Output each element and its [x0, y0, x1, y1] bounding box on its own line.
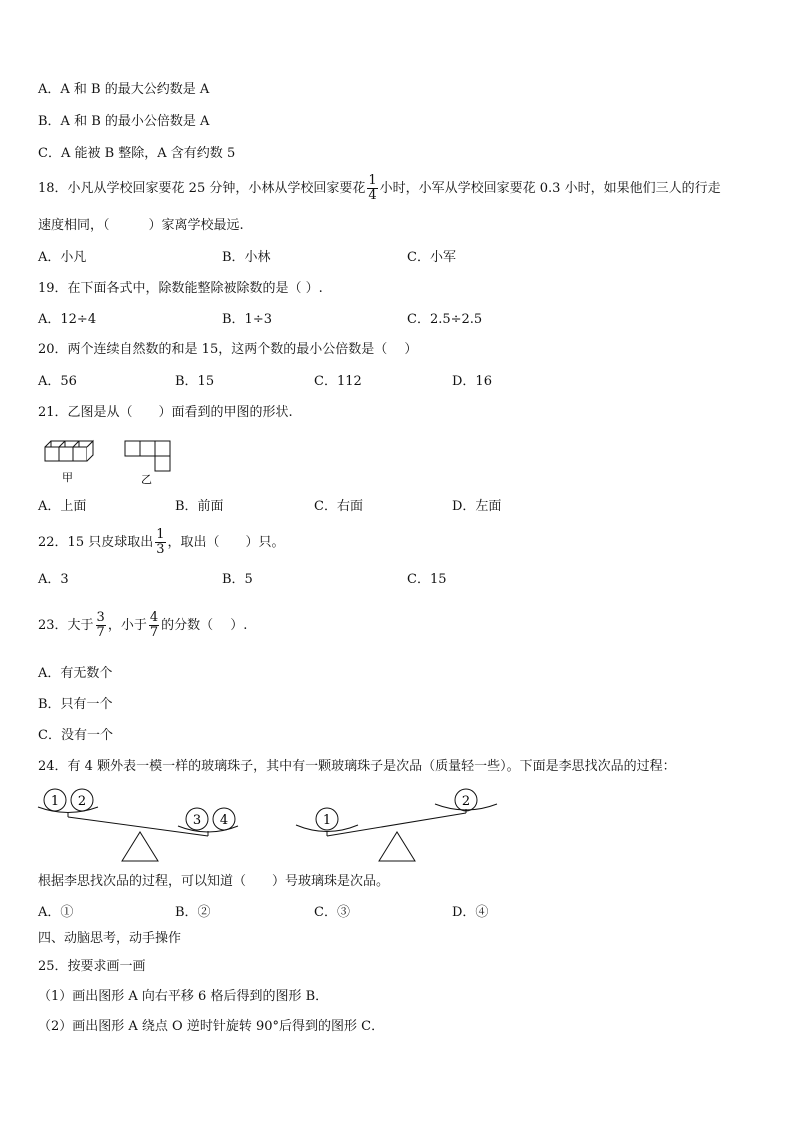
ball-2-label: 2 [77, 794, 87, 809]
q19-question: 19．在下面各式中，除数能整除被除数的是（ ）. [38, 281, 323, 296]
q21-option-c: C．右面 [314, 499, 363, 514]
q23-frac1-num: 3 [96, 610, 105, 625]
q23-text-part1: 23．大于 [38, 618, 94, 633]
q22-text-part2: ，取出（ ）只。 [167, 535, 285, 550]
q25-subquestion-2: （2）画出图形 A 绕点 O 逆时针旋转 90°后得到的图形 C． [38, 1019, 385, 1034]
q23-option-b: B．只有一个 [38, 697, 113, 712]
q18-question [38, 172, 721, 206]
jia-label: 甲 [62, 471, 73, 484]
q20-option-c: C．112 [314, 374, 362, 389]
q22-frac-num: 1 [156, 527, 165, 542]
q22-fraction [155, 528, 165, 557]
q18-frac-den: 4 [368, 188, 377, 203]
q21-option-b: B．前面 [175, 499, 224, 514]
q18-text-part2: 小时，小军从学校回家要花 0.3 小时，如果他们三人的行走 [379, 181, 721, 196]
q23-text-part3: 的分数（ ）. [161, 618, 248, 633]
q25-subquestion-1: （1）画出图形 A 向右平移 6 格后得到的图形 B． [38, 989, 329, 1004]
q22-frac-den: 3 [156, 542, 165, 557]
q25-question: 25．按要求画一画 [38, 959, 146, 974]
q24-balance-scales [30, 784, 510, 864]
q17-option-a: A．A 和 B 的最大公约数是 A [38, 82, 210, 97]
q23-frac2-num: 4 [149, 610, 159, 625]
q21-option-d: D．左面 [452, 499, 502, 514]
yi-square-figure [125, 441, 170, 471]
q20-option-a: A．56 [38, 374, 77, 389]
q23-option-c: C．没有一个 [38, 728, 113, 743]
q20-question: 20．两个连续自然数的和是 15，这两个数的最小公倍数是（ ） [38, 342, 418, 357]
q23-option-a: A．有无数个 [38, 666, 113, 681]
q23-frac1-den: 7 [96, 625, 105, 640]
q21-option-a: A．上面 [38, 499, 87, 514]
q22-text-part1: 22．15 只皮球取出 [38, 535, 154, 550]
q23-fraction-2 [149, 611, 159, 640]
q18-option-a: A．小凡 [38, 250, 87, 265]
left-balance-scale [38, 789, 238, 861]
ball-3-label: 3 [192, 813, 202, 828]
q20-option-d: D．16 [452, 374, 492, 389]
q22-option-a: A．3 [38, 572, 69, 587]
q24-option-b: B．② [175, 905, 211, 920]
q24-option-d: D．④ [452, 905, 489, 920]
q18-text-part1: 18．小凡从学校回家要花 25 分钟，小林从学校回家要花 [38, 181, 366, 196]
q19-option-b: B．1÷3 [222, 312, 272, 327]
q24-option-c: C．③ [314, 905, 350, 920]
q23-fraction-1 [96, 611, 106, 640]
yi-label: 乙 [141, 473, 152, 486]
q19-option-a: A．12÷4 [38, 312, 97, 327]
q23-question [38, 609, 247, 643]
q18-frac-num: 1 [368, 173, 377, 188]
q17-option-b: B．A 和 B 的最小公倍数是 A [38, 114, 210, 129]
ball-1-label-right: 1 [322, 813, 332, 828]
q19-option-c: C．2.5÷2.5 [407, 312, 483, 327]
q22-question [38, 526, 285, 560]
q24-question: 24．有 4 颗外表一模一样的玻璃珠子，其中有一颗玻璃珠子是次品（质量轻一些）。下面是李思找次品的过程： [38, 759, 676, 774]
q24-answer-prompt: 根据李思找次品的过程，可以知道（ ）号玻璃珠是次品。 [38, 874, 390, 889]
q22-option-c: C．15 [407, 572, 447, 587]
q18-fraction [367, 174, 377, 203]
q23-text-part2: ，小于 [107, 618, 147, 633]
q17-option-c: C．A 能被 B 整除，A 含有约数 5 [38, 146, 236, 161]
section-4-heading: 四、动脑思考，动手操作 [38, 931, 182, 946]
q18-option-b: B．小林 [222, 250, 271, 265]
q18-option-c: C．小军 [407, 250, 456, 265]
q24-option-a: A．① [38, 905, 74, 920]
q22-option-b: B．5 [222, 572, 253, 587]
q21-question: 21．乙图是从（ ）面看到的甲图的形状. [38, 405, 293, 420]
q21-cube-figures [38, 436, 188, 488]
q18-question-line2: 速度相同，（ ）家离学校最远. [38, 218, 244, 233]
ball-4-label: 4 [219, 813, 229, 828]
q20-option-b: B．15 [175, 374, 215, 389]
ball-2-label-right: 2 [461, 794, 471, 809]
q23-frac2-den: 7 [149, 625, 159, 640]
ball-1-label: 1 [50, 794, 60, 809]
jia-cube-figure [45, 441, 93, 461]
